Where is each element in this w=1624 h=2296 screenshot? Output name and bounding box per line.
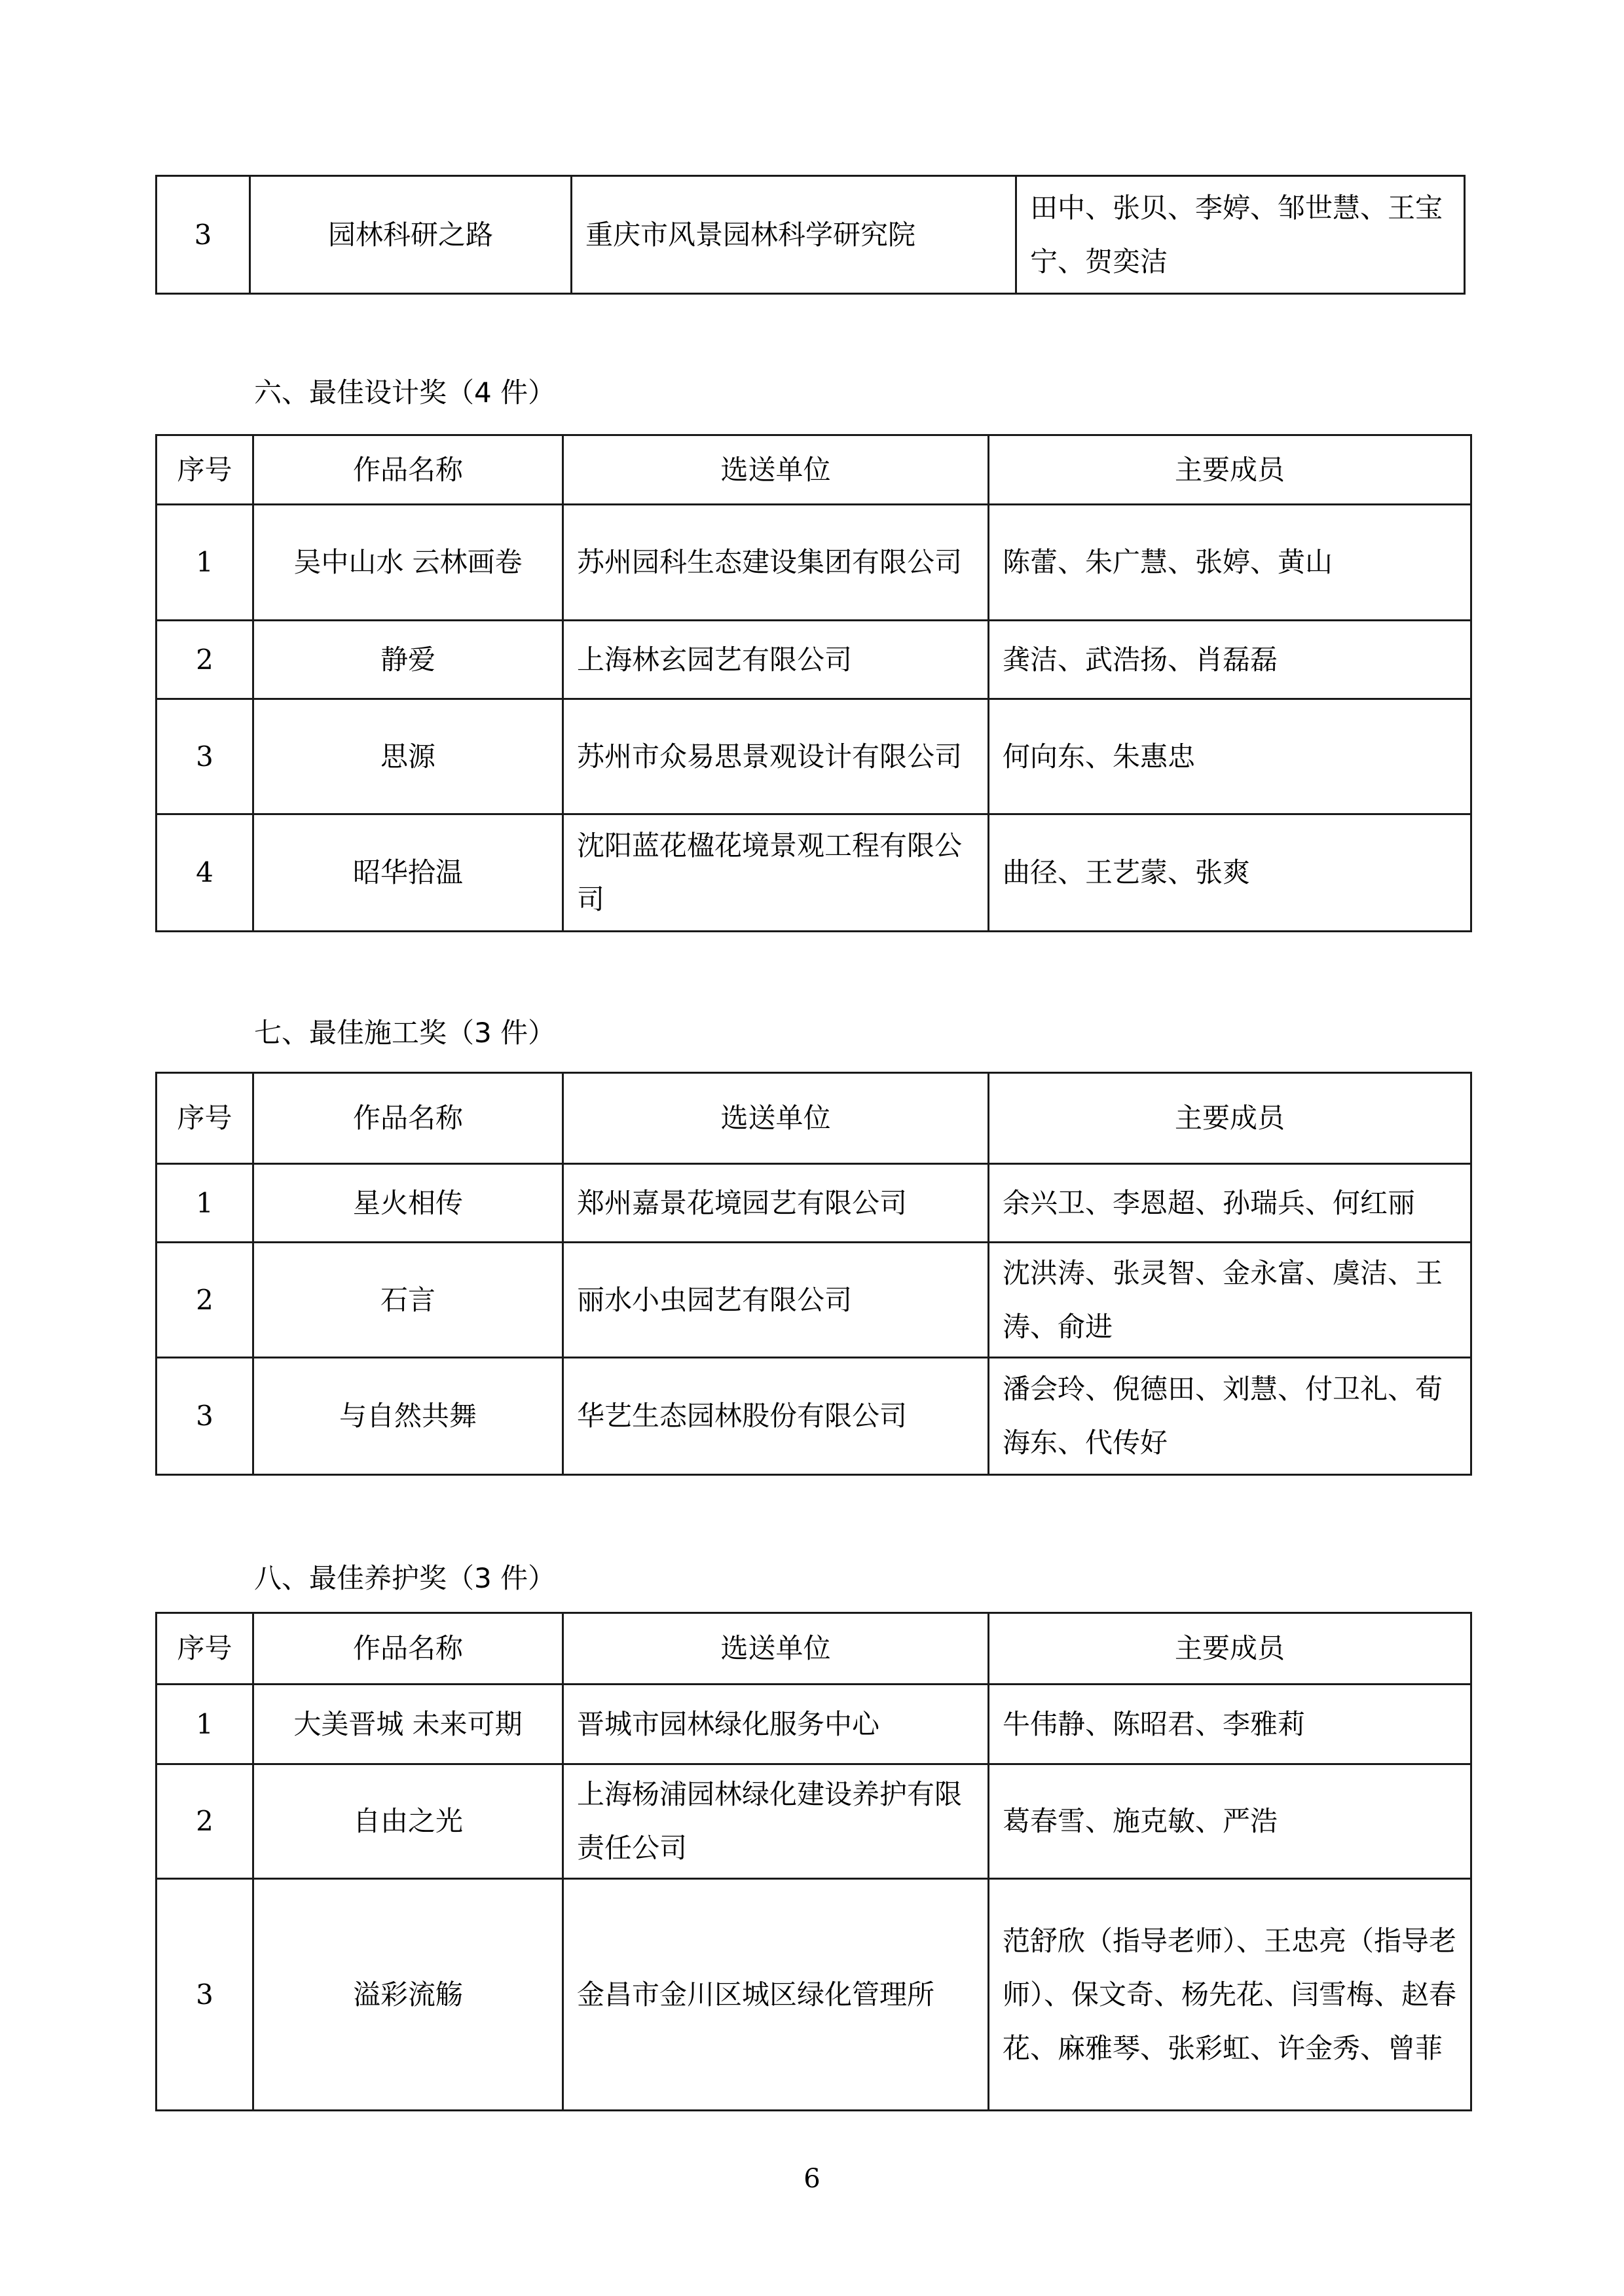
column-header-unit: 选送单位 bbox=[563, 435, 989, 505]
column-header-no: 序号 bbox=[157, 1613, 253, 1685]
cell-no: 2 bbox=[157, 621, 253, 699]
table-row bbox=[157, 176, 1465, 294]
column-header-unit: 选送单位 bbox=[563, 1073, 989, 1164]
table-row bbox=[157, 1685, 1471, 1764]
cell-name: 静爱 bbox=[253, 621, 563, 699]
table-row bbox=[157, 621, 1471, 699]
cell-no: 4 bbox=[157, 814, 253, 932]
column-header-members: 主要成员 bbox=[989, 435, 1471, 505]
cell-no: 1 bbox=[157, 1685, 253, 1764]
table-header-row bbox=[157, 1613, 1471, 1685]
cell-name: 昭华拾温 bbox=[253, 814, 563, 932]
cell-no: 2 bbox=[157, 1243, 253, 1358]
cell-members: 何向东、朱惠忠 bbox=[989, 699, 1471, 814]
cell-members: 沈洪涛、张灵智、金永富、虞洁、王涛、俞进 bbox=[989, 1243, 1471, 1358]
cell-unit: 华艺生态园林股份有限公司 bbox=[563, 1358, 989, 1475]
table-row bbox=[157, 1879, 1471, 2111]
award-table-continued bbox=[155, 175, 1466, 295]
table-header-row bbox=[157, 1073, 1471, 1164]
cell-unit: 丽水小虫园艺有限公司 bbox=[563, 1243, 989, 1358]
cell-members: 葛春雪、施克敏、严浩 bbox=[989, 1764, 1471, 1879]
table-row bbox=[157, 814, 1471, 932]
column-header-no: 序号 bbox=[157, 1073, 253, 1164]
award-table-best-design bbox=[155, 434, 1472, 932]
cell-unit: 苏州市众易思景观设计有限公司 bbox=[563, 699, 989, 814]
cell-name: 思源 bbox=[253, 699, 563, 814]
table-row bbox=[157, 505, 1471, 621]
cell-name: 与自然共舞 bbox=[253, 1358, 563, 1475]
cell-name: 吴中山水 云林画卷 bbox=[253, 505, 563, 621]
cell-members: 田中、张贝、李婷、邹世慧、王宝宁、贺奕洁 bbox=[1016, 176, 1465, 294]
cell-name: 自由之光 bbox=[253, 1764, 563, 1879]
award-table-best-construction bbox=[155, 1072, 1472, 1476]
cell-no: 3 bbox=[157, 699, 253, 814]
cell-members: 陈蕾、朱广慧、张婷、黄山 bbox=[989, 505, 1471, 621]
table-row bbox=[157, 699, 1471, 814]
column-header-name: 作品名称 bbox=[253, 1073, 563, 1164]
column-header-no: 序号 bbox=[157, 435, 253, 505]
cell-unit: 苏州园科生态建设集团有限公司 bbox=[563, 505, 989, 621]
cell-no: 3 bbox=[157, 176, 250, 294]
cell-name: 石言 bbox=[253, 1243, 563, 1358]
cell-unit: 重庆市风景园林科学研究院 bbox=[572, 176, 1016, 294]
page-number: 6 bbox=[803, 2164, 821, 2194]
cell-members: 牛伟静、陈昭君、李雅莉 bbox=[989, 1685, 1471, 1764]
column-header-unit: 选送单位 bbox=[563, 1613, 989, 1685]
cell-members: 曲径、王艺蒙、张爽 bbox=[989, 814, 1471, 932]
column-header-members: 主要成员 bbox=[989, 1073, 1471, 1164]
cell-unit: 郑州嘉景花境园艺有限公司 bbox=[563, 1164, 989, 1243]
cell-name: 星火相传 bbox=[253, 1164, 563, 1243]
cell-unit: 晋城市园林绿化服务中心 bbox=[563, 1685, 989, 1764]
table-row bbox=[157, 1243, 1471, 1358]
cell-members: 龚洁、武浩扬、肖磊磊 bbox=[989, 621, 1471, 699]
cell-name: 溢彩流觞 bbox=[253, 1879, 563, 2111]
column-header-name: 作品名称 bbox=[253, 435, 563, 505]
section-heading-best-design: 六、最佳设计奖（4 件） bbox=[254, 376, 556, 409]
cell-unit: 上海杨浦园林绿化建设养护有限责任公司 bbox=[563, 1764, 989, 1879]
cell-name: 园林科研之路 bbox=[250, 176, 572, 294]
table-row bbox=[157, 1164, 1471, 1243]
cell-no: 3 bbox=[157, 1358, 253, 1475]
cell-members: 余兴卫、李恩超、孙瑞兵、何红丽 bbox=[989, 1164, 1471, 1243]
cell-unit: 沈阳蓝花楹花境景观工程有限公司 bbox=[563, 814, 989, 932]
cell-name: 大美晋城 未来可期 bbox=[253, 1685, 563, 1764]
section-heading-best-construction: 七、最佳施工奖（3 件） bbox=[254, 1017, 556, 1049]
column-header-members: 主要成员 bbox=[989, 1613, 1471, 1685]
table-row bbox=[157, 1358, 1471, 1475]
cell-members: 范舒欣（指导老师）、王忠亮（指导老师）、保文奇、杨先花、闫雪梅、赵春花、麻雅琴、张彩虹、许金秀、曾菲 bbox=[989, 1879, 1471, 2111]
cell-no: 2 bbox=[157, 1764, 253, 1879]
cell-no: 1 bbox=[157, 505, 253, 621]
cell-members: 潘会玲、倪德田、刘慧、付卫礼、荀海东、代传好 bbox=[989, 1358, 1471, 1475]
column-header-name: 作品名称 bbox=[253, 1613, 563, 1685]
cell-no: 1 bbox=[157, 1164, 253, 1243]
award-table-best-maintenance bbox=[155, 1612, 1472, 2111]
cell-no: 3 bbox=[157, 1879, 253, 2111]
table-row bbox=[157, 1764, 1471, 1879]
cell-unit: 金昌市金川区城区绿化管理所 bbox=[563, 1879, 989, 2111]
section-heading-best-maintenance: 八、最佳养护奖（3 件） bbox=[254, 1562, 556, 1594]
cell-unit: 上海林玄园艺有限公司 bbox=[563, 621, 989, 699]
table-header-row bbox=[157, 435, 1471, 505]
